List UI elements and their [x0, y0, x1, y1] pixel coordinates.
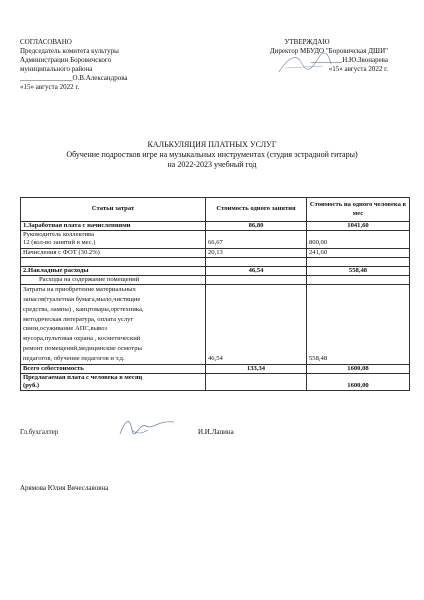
- accountant-name: И.И.Лапина: [198, 428, 234, 436]
- confirm-label: УТВЕРЖДАЮ: [284, 38, 330, 46]
- header-approved-block: [20, 38, 128, 92]
- row-value-month: 800,00: [307, 231, 410, 248]
- document-title-block: [0, 140, 424, 170]
- row-label-line: 12 (кол-во занятий в мес.): [23, 239, 96, 247]
- approver-signature-line: _______________О.В.Александрова: [20, 74, 128, 82]
- table-row: [21, 248, 410, 257]
- director-position: Директор МБУДО "Боровичская ДШИ": [269, 47, 388, 55]
- accountant-signature-image: [118, 416, 178, 438]
- table-row: [21, 285, 410, 364]
- table-row: [21, 222, 410, 231]
- row-value-month: 1600,00: [307, 373, 410, 390]
- table-row: [21, 231, 410, 248]
- table-header-row: [21, 198, 410, 222]
- document-title: КАЛЬКУЛЯЦИЯ ПЛАТНЫХ УСЛУГ: [147, 140, 277, 149]
- approver-position-line3: муниципального района: [20, 65, 93, 73]
- director-signature-image: [275, 50, 335, 78]
- director-signature-line: _________Н.Ю.Звонарева: [310, 56, 388, 64]
- table-row: [21, 266, 410, 275]
- document-period: на 2022-2023 учебный год: [167, 160, 257, 169]
- row-label: Начисления с ФОТ (30.2%): [21, 248, 206, 257]
- approval-date-right: «15» августа 2022 г.: [328, 65, 388, 73]
- row-label-line: Руководитель коллектива: [23, 231, 95, 239]
- row-value-month: 558,48: [307, 285, 410, 364]
- row-value-lesson: 66,67: [206, 231, 307, 248]
- row-label-multiline: Затраты на приобретение материальных запасов(туалетная бумага,мыло,чистящие средства, лампы) , канцтовары,оргтехника, методическая литература, оплата услуг связи,осуживание АПС,вывоз мусора,пультовая охрана , косметический ремонт помещений,медицинские осмотры педагогов, обучение педагогов и т.д.: [21, 285, 206, 364]
- row-value-lesson: 86,80: [206, 222, 307, 231]
- approval-date-left: «15» августа 2022 г.: [20, 83, 80, 91]
- row-label: Всего себестоимость: [21, 364, 206, 373]
- row-label: 1.Заработная плата с начислениями: [21, 222, 206, 231]
- executor-name: Арямова Юлия Вячеславовна: [20, 484, 109, 492]
- accountant-role: Гл.бухгалтер: [20, 428, 59, 436]
- approved-label: СОГЛАСОВАНО: [20, 38, 72, 46]
- document-subtitle: Обучение подростков игре на музыкальных инструментах (студия эстрадной гитары): [66, 150, 358, 159]
- row-label: Предлагаемая плата с человека в месяц (руб.): [21, 373, 206, 390]
- table-row-empty: [21, 257, 410, 266]
- header-cost-items: Статьи затрат: [21, 198, 206, 222]
- row-label: Расходы на содержание помещений: [21, 276, 206, 285]
- table-row: [21, 276, 410, 285]
- row-value-month: 1600,08: [307, 364, 410, 373]
- row-value-lesson: 46,54: [206, 285, 307, 364]
- approver-position-line1: Председатель комитета культуры: [20, 47, 119, 55]
- row-label: 2.Накладные расходы: [21, 266, 206, 275]
- row-value-lesson: 20,13: [206, 248, 307, 257]
- row-value-lesson: 133,34: [206, 364, 307, 373]
- header-cost-per-month: Стоимость на одного человека в мес: [307, 198, 410, 222]
- row-value-month: 558,48: [307, 266, 410, 275]
- header-cost-per-lesson: Стоимость одного занятия: [206, 198, 307, 222]
- row-value-lesson: 46,54: [206, 266, 307, 275]
- approver-position-line2: Администрации Боровичского: [20, 56, 112, 64]
- table-row-total: [21, 364, 410, 373]
- row-label: [21, 231, 206, 248]
- table-row-proposed: [21, 373, 410, 390]
- cost-table: [20, 197, 410, 391]
- row-value-month: 241,60: [307, 248, 410, 257]
- row-value-month: 1041,60: [307, 222, 410, 231]
